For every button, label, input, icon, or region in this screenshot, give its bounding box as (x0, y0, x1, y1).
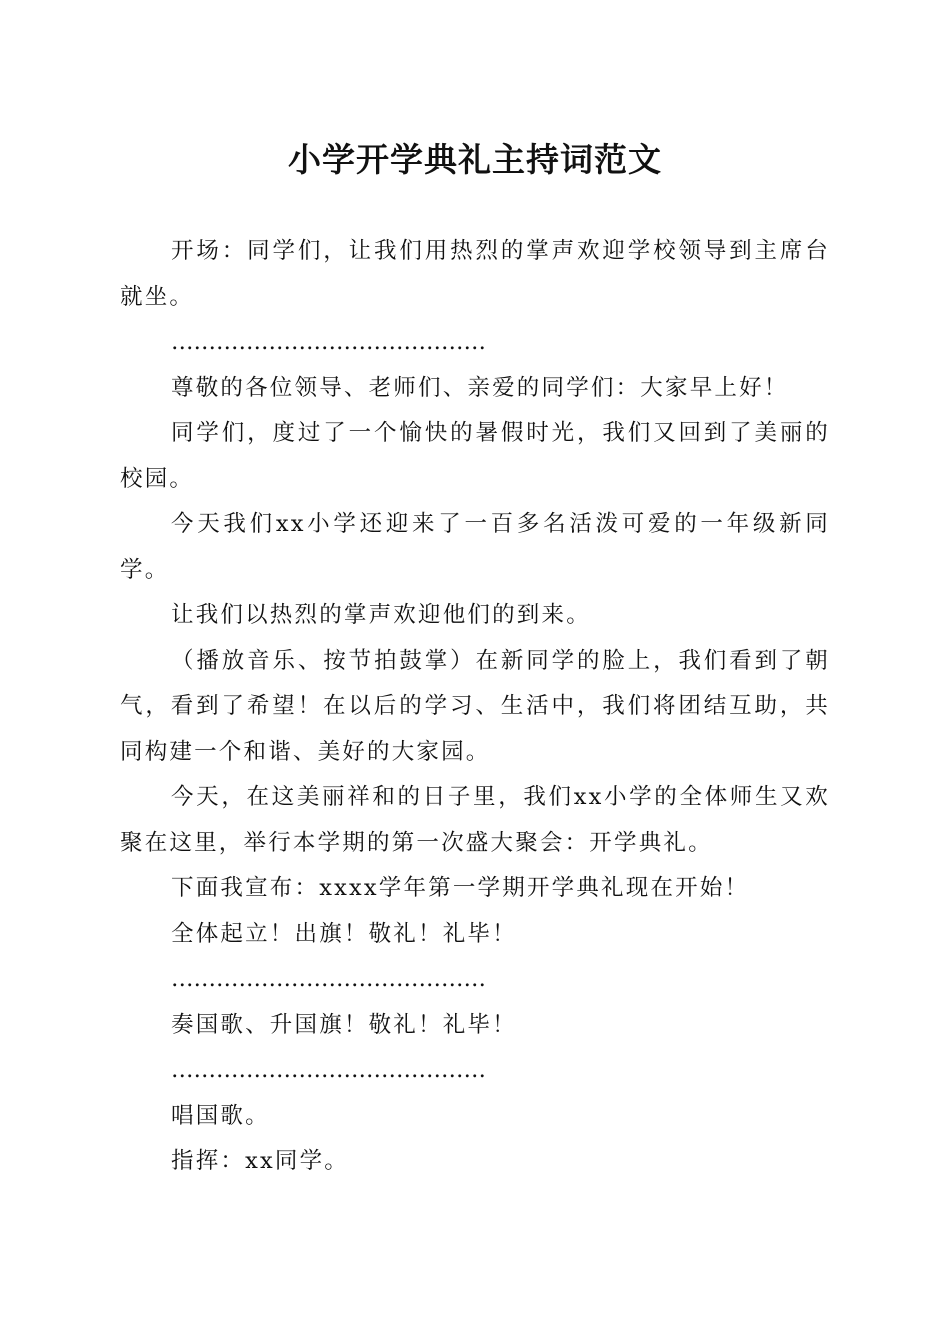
paragraph-greeting: 尊敬的各位领导、老师们、亲爱的同学们：大家早上好！ (171, 374, 789, 401)
paragraph-summer: 同学们，度过了一个愉快的暑假时光，我们又回到了美丽的校园。 (120, 420, 830, 492)
paragraph-welcome: 让我们以热烈的掌声欢迎他们的到来。 (171, 602, 591, 628)
paragraph-today: 今天，在这美丽祥和的日子里，我们xx小学的全体师生又欢聚在这里，举行本学期的第一次盛大聚会：开学典礼。 (120, 784, 830, 856)
paragraph-anthem: 奏国歌、升国旗！敬礼！礼毕！ (171, 1011, 517, 1038)
paragraph-announce: 下面我宣布：xxxx学年第一学期开学典礼现在开始！ (171, 875, 750, 901)
ellipsis-separator: …………………………………… (171, 1057, 486, 1083)
paragraph-new-students: 今天我们xx小学还迎来了一百多名活泼可爱的一年级新同学。 (120, 511, 830, 583)
paragraph-sing: 唱国歌。 (171, 1102, 270, 1129)
ellipsis-separator: …………………………………… (171, 966, 486, 992)
page-title: 小学开学典礼主持词范文 (288, 140, 662, 179)
paragraph-conductor: 指挥：xx同学。 (171, 1148, 349, 1174)
document-body (120, 229, 830, 1185)
paragraph-music: （播放音乐、按节拍鼓掌）在新同学的脸上，我们看到了朝气，看到了希望！在以后的学习、生活中，我们将团结互助，共同构建一个和谐、美好的大家园。 (120, 647, 830, 765)
paragraph-opening: 开场：同学们，让我们用热烈的掌声欢迎学校领导到主席台就坐。 (120, 238, 830, 310)
paragraph-flag: 全体起立！出旗！敬礼！礼毕！ (171, 920, 517, 947)
ellipsis-separator: …………………………………… (171, 329, 486, 355)
